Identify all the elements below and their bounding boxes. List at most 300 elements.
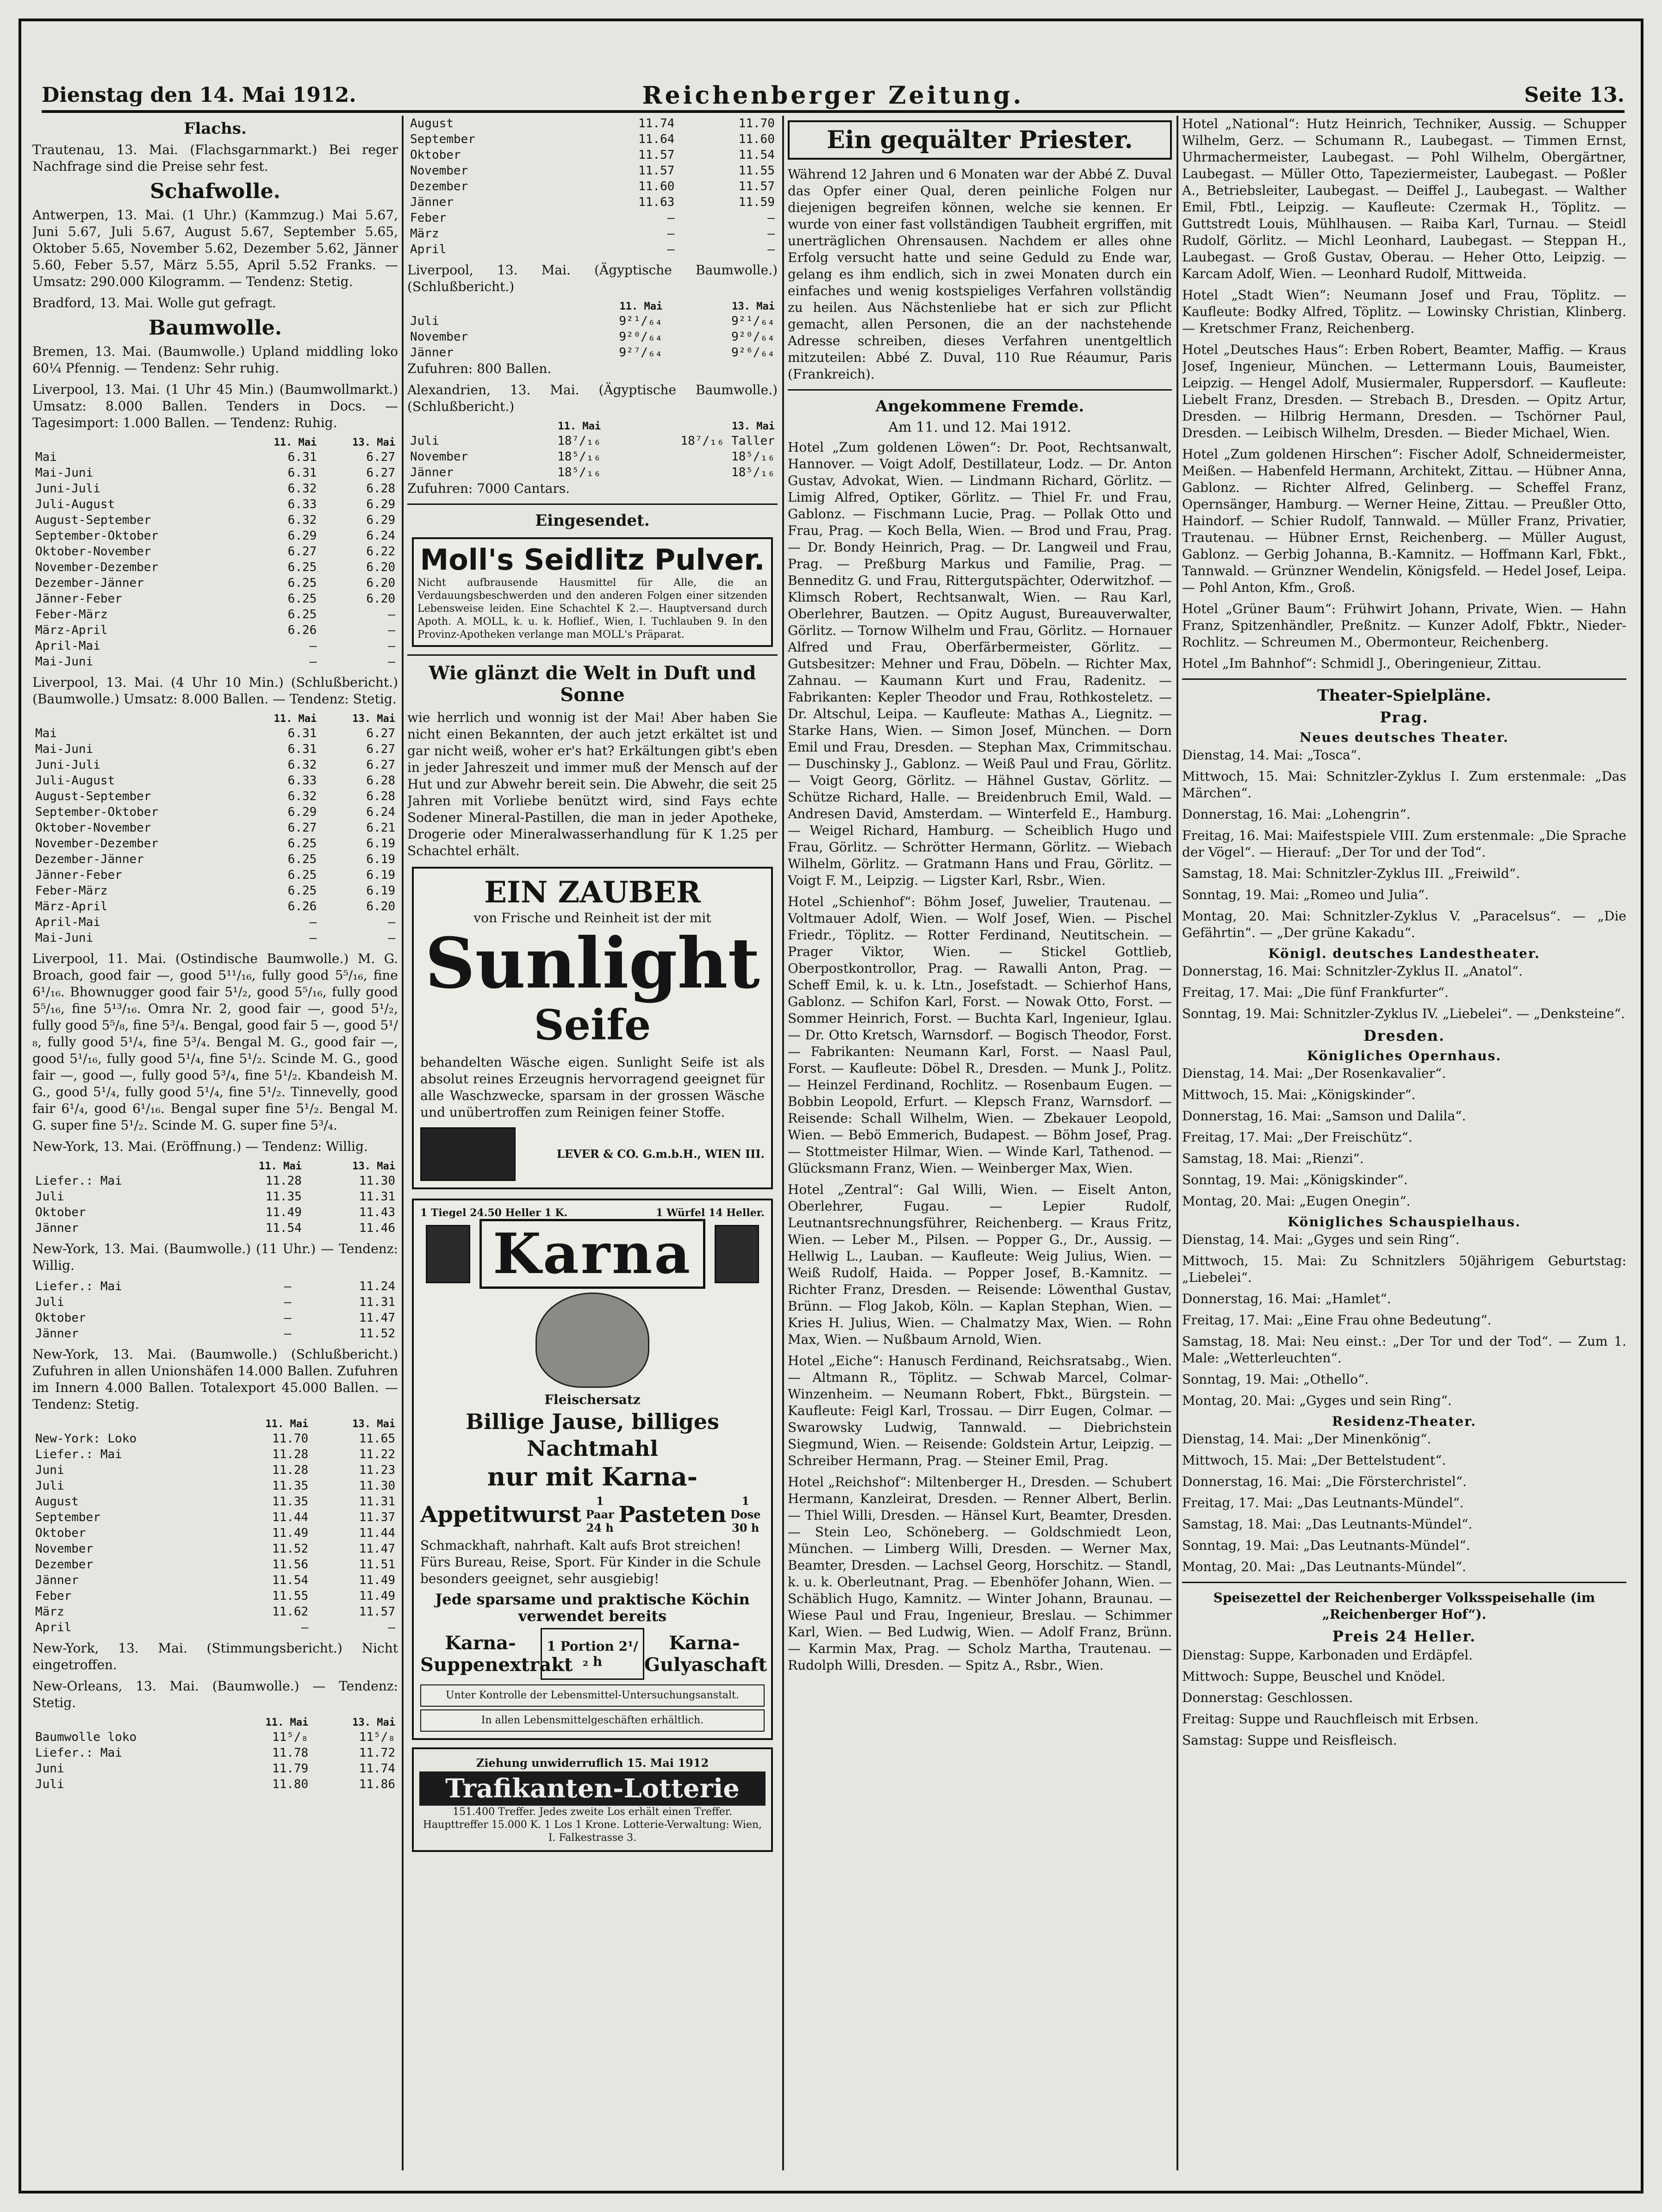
row-value: 11.22 bbox=[359, 1448, 395, 1461]
row-value: 11.80 bbox=[272, 1777, 309, 1791]
karna-suppenextrakt: Karna-Suppenextrakt bbox=[420, 1632, 573, 1676]
table-body bbox=[32, 1729, 398, 1792]
karna-erhaeltlich: In allen Lebensmittelgeschäften erhältlich. bbox=[420, 1709, 765, 1732]
list-item: Freitag, 17. Mai: „Eine Frau ohne Bedeutung“. bbox=[1182, 1312, 1492, 1328]
row-value: 11.57 bbox=[638, 164, 675, 178]
bradford-report: Bradford, 13. Mai. Wolle gut gefragt. bbox=[32, 295, 276, 311]
row-value: 11.64 bbox=[638, 132, 675, 146]
row-value: — bbox=[767, 242, 775, 256]
table-row bbox=[32, 638, 398, 654]
list-item: Montag, 20. Mai: „Gyges und sein Ring“. bbox=[1182, 1393, 1452, 1408]
table-row bbox=[32, 1189, 398, 1205]
row-label: Oktober bbox=[35, 1526, 86, 1540]
list-item: Freitag, 17. Mai: „Der Freischütz“. bbox=[1182, 1130, 1413, 1145]
header-rule bbox=[42, 110, 1625, 113]
row-value: 9²⁰/₆₄ bbox=[731, 330, 775, 344]
table-row bbox=[32, 528, 398, 544]
row-value: 6.32 bbox=[287, 758, 317, 772]
row-value: 6.31 bbox=[287, 742, 317, 756]
speise-list bbox=[1182, 1647, 1626, 1749]
row-label: November bbox=[410, 330, 468, 344]
row-value: — bbox=[284, 1295, 292, 1309]
table-row bbox=[32, 804, 398, 820]
row-label: Mai-Juni bbox=[35, 655, 93, 669]
row-value: — bbox=[284, 1280, 292, 1293]
row-value: 11.35 bbox=[272, 1479, 309, 1493]
table-row bbox=[32, 591, 398, 607]
row-value: 6.26 bbox=[287, 900, 317, 913]
table-header: 11. Mai 13. Mai bbox=[619, 301, 775, 312]
row-label: Oktober-November bbox=[35, 821, 151, 835]
table-row bbox=[32, 1777, 398, 1792]
row-value: 6.29 bbox=[366, 513, 395, 527]
row-value: 6.20 bbox=[366, 560, 395, 574]
row-value: 11⁵/₈ bbox=[272, 1730, 309, 1744]
row-value: 6.25 bbox=[287, 868, 317, 882]
sunlight-text: behandelten Wäsche eigen. Sunlight Seife ist als absolut reines Erzeugnis hervorragend geeignet für alle Waschzwecke, sparsam in der grossen Wäsche und unübertroffen zum Reinigen feiner Stoffe. bbox=[420, 1055, 765, 1120]
row-label: April-Mai bbox=[35, 639, 100, 653]
row-value: 11.37 bbox=[359, 1510, 395, 1524]
row-label: Juli bbox=[410, 314, 439, 328]
karna-advertisement bbox=[412, 1199, 773, 1740]
row-value: 11.30 bbox=[359, 1174, 395, 1188]
fremde-hotel-bahnhof: Hotel „Im Bahnhof“: Schmidl J., Oberingenieur, Zittau. bbox=[1182, 656, 1542, 671]
table-row bbox=[32, 1525, 398, 1541]
newyork-table-1 bbox=[32, 1160, 398, 1236]
fremde-hotel-gruener-baum: Hotel „Grüner Baum“: Frühwirt Johann, Private, Wien. — Hahn Franz, Spitzenhändler, Preßnitz. — Kunzer Adolf, Fbktr., Nieder-Rochlitz. — Schreumen M., Obermonteur, Reichenberg. bbox=[1182, 601, 1626, 650]
karna-gulyaschaft: Karna-Gulyaschaft bbox=[644, 1632, 767, 1676]
header-paper-name: Reichenberger Zeitung. bbox=[642, 81, 1024, 110]
list-item: Mittwoch: Suppe, Beuschel und Knödel. bbox=[1182, 1669, 1446, 1684]
row-label: November-Dezember bbox=[35, 560, 159, 574]
schafwolle-heading: Schafwolle. bbox=[150, 180, 280, 203]
list-item: Dienstag, 14. Mai: „Der Minenkönig“. bbox=[1182, 1431, 1432, 1447]
table-row bbox=[32, 1761, 398, 1777]
neworleans-table bbox=[32, 1716, 398, 1792]
row-label: September bbox=[35, 1510, 100, 1524]
column-divider bbox=[1176, 116, 1178, 2170]
row-value: 11.43 bbox=[359, 1205, 395, 1219]
row-label: Jänner bbox=[410, 346, 454, 360]
row-value: 6.25 bbox=[287, 560, 317, 574]
list-item: Montag, 20. Mai: „Das Leutnants-Mündel“. bbox=[1182, 1559, 1466, 1574]
row-value: 9²¹/₆₄ bbox=[731, 314, 775, 328]
row-label: Mai bbox=[35, 450, 57, 464]
row-value: 11.31 bbox=[359, 1295, 395, 1309]
row-label: Mai-Juni bbox=[35, 466, 93, 480]
row-value: 18⁵/₁₆ bbox=[731, 450, 775, 464]
list-item: Sonntag, 19. Mai: „Romeo und Julia“. bbox=[1182, 887, 1429, 902]
divider bbox=[1182, 1582, 1626, 1583]
karna-jar-image bbox=[426, 1225, 470, 1283]
zufuhren-2: Zufuhren: 7000 Cantars. bbox=[407, 481, 570, 496]
row-value: 6.19 bbox=[366, 852, 395, 866]
row-value: 11.57 bbox=[359, 1605, 395, 1619]
table-header: 11. Mai 13. Mai bbox=[265, 1418, 395, 1430]
row-value: — bbox=[388, 931, 395, 945]
row-label: Juli bbox=[35, 1190, 64, 1204]
row-label: November bbox=[410, 164, 468, 178]
row-label: März bbox=[35, 1605, 64, 1619]
row-label: März bbox=[410, 227, 439, 241]
table-row bbox=[32, 1173, 398, 1189]
list-item: Freitag: Suppe und Rauchfleisch mit Erbsen. bbox=[1182, 1711, 1479, 1727]
row-label: Juli bbox=[35, 1295, 64, 1309]
row-value: — bbox=[301, 1621, 309, 1634]
table-row bbox=[407, 242, 778, 257]
row-value: 6.31 bbox=[287, 466, 317, 480]
row-label: Juni-Juli bbox=[35, 482, 100, 496]
row-label: Jänner bbox=[410, 466, 454, 479]
list-item: Mittwoch, 15. Mai: Zu Schnitzlers 50jährigem Geburtstag: „Liebelei“. bbox=[1182, 1253, 1626, 1285]
zauber-subtitle: von Frische und Reinheit ist der mit bbox=[473, 910, 711, 926]
table-row bbox=[32, 544, 398, 559]
karna-extract-row bbox=[420, 1628, 765, 1680]
karna-logo-row bbox=[420, 1219, 765, 1289]
karna-appetitwurst: Appetitwurst bbox=[420, 1501, 582, 1528]
karna-face-illustration bbox=[535, 1292, 649, 1388]
table-row bbox=[407, 345, 778, 360]
karna-jause: Billige Jause, billiges Nachtmahl bbox=[466, 1409, 719, 1461]
liverpool-table-1 bbox=[32, 436, 398, 670]
table-row bbox=[32, 1462, 398, 1478]
table-row bbox=[32, 481, 398, 497]
row-value: 6.25 bbox=[287, 852, 317, 866]
karna-cube-image bbox=[715, 1225, 759, 1283]
row-label: April-Mai bbox=[35, 915, 100, 929]
row-value: 9²⁰/₆₄ bbox=[619, 330, 663, 344]
row-value: — bbox=[388, 1621, 395, 1634]
row-value: 11.63 bbox=[638, 195, 675, 209]
row-label: Juni bbox=[35, 1762, 64, 1776]
list-item: Freitag, 16. Mai: Maifestspiele VIII. Zum erstenmale: „Die Sprache der Vögel“. — Hierauf: „Der Tor und der Tod“. bbox=[1182, 828, 1626, 860]
table-row bbox=[32, 607, 398, 622]
table-row bbox=[32, 1431, 398, 1447]
row-label: Juli bbox=[410, 434, 439, 448]
table-header: 11. Mai 13. Mai bbox=[274, 713, 395, 725]
table-row bbox=[32, 914, 398, 930]
table-row bbox=[32, 820, 398, 836]
newyork-report-1: New-York, 13. Mai. (Eröffnung.) — Tendenz: Willig. bbox=[32, 1139, 368, 1154]
row-value: 18⁷/₁₆ bbox=[557, 434, 601, 448]
table-row bbox=[32, 497, 398, 512]
table-row bbox=[407, 194, 778, 210]
row-value: 6.22 bbox=[366, 545, 395, 559]
table-row bbox=[32, 622, 398, 638]
list-item: Samstag, 18. Mai: „Das Leutnants-Mündel“. bbox=[1182, 1516, 1473, 1532]
newyork-table-2 bbox=[32, 1279, 398, 1342]
row-value: 6.19 bbox=[366, 837, 395, 851]
eingesendet-heading: Eingesendet. bbox=[535, 511, 650, 530]
row-value: — bbox=[667, 242, 675, 256]
row-value: 11.70 bbox=[272, 1432, 309, 1446]
list-item: Dienstag, 14. Mai: „Gyges und sein Ring“. bbox=[1182, 1232, 1460, 1247]
row-label: Baumwolle loko bbox=[35, 1730, 137, 1744]
row-label: September-Oktober bbox=[35, 529, 159, 543]
list-item: Sonntag, 19. Mai: Schnitzler-Zyklus IV. „Liebelei“. — „Denksteine“. bbox=[1182, 1006, 1625, 1021]
table-row bbox=[32, 1620, 398, 1635]
row-value: 11.62 bbox=[272, 1605, 309, 1619]
newyork-report-3: New-York, 13. Mai. (Baumwolle.) (Schlußbericht.) Zufuhren in allen Unionshäfen 14.000 Ballen. Zufuhren im Innern 4.000 Ballen. Totalexport 45.000 Ballen. — Tendenz: Stetig. bbox=[32, 1347, 398, 1412]
row-label: Juli bbox=[35, 1479, 64, 1493]
row-value: 9²¹/₆₄ bbox=[619, 314, 663, 328]
liverpool-report-1: Liverpool, 13. Mai. (1 Uhr 45 Min.) (Baumwollmarkt.) Umsatz: 8.000 Ballen. Tenders in Docs. — Tagesimport: 1.000 Ballen. — Tendenz: Ruhig. bbox=[32, 382, 398, 430]
divider bbox=[788, 389, 1172, 391]
row-label: August bbox=[35, 1495, 79, 1509]
row-value: 6.29 bbox=[287, 529, 317, 543]
row-value: 11.51 bbox=[359, 1558, 395, 1572]
table-row bbox=[32, 512, 398, 528]
lever-address: LEVER & CO. G.m.b.H., WIEN III. bbox=[556, 1147, 765, 1161]
list-item: Mittwoch, 15. Mai: Schnitzler-Zyklus I. Zum erstenmale: „Das Märchen“. bbox=[1182, 769, 1626, 801]
row-value: 6.24 bbox=[366, 529, 395, 543]
row-value: — bbox=[309, 915, 317, 929]
dresden-heading: Dresden. bbox=[1363, 1027, 1445, 1044]
row-value: 11.28 bbox=[272, 1463, 309, 1477]
list-item: Mittwoch, 15. Mai: „Der Bettelstudent“. bbox=[1182, 1453, 1446, 1468]
fremde-hotel-zentral: Hotel „Zentral“: Gal Willi, Wien. — Eiselt Anton, Oberlehrer, Fugau. — Lepier Rudolf, Leutnantsrechnungsführer, Reichenberg. — Kraus Fritz, Wien. — Leber M., Pilsen. — Popper G., Dr., Aussig. — Hellwig L., Lauban. — Kaufleute: Weig Julius, Wien. — Weiß Rudolf, Haida. — Popper Josef, B.-Kamnitz. — Richter Franz, Dresden. — Reisende: Löwenthal Gustav, Brünn. — Flog Jakob, Köln. — Kaplan Stephan, Wien. — Kries H. Julius, Wien. — Chalmatzy Max, Wien. — Rohn Max, Wien. — Nußbaum Arnold, Wien. bbox=[788, 1182, 1172, 1347]
list-item: Dienstag: Suppe, Karbonaden und Erdäpfel. bbox=[1182, 1647, 1473, 1663]
row-value: 6.25 bbox=[287, 608, 317, 621]
row-value: 11.46 bbox=[359, 1221, 395, 1235]
prag-landes-list bbox=[1182, 963, 1626, 1022]
neworleans-report: New-Orleans, 13. Mai. (Baumwolle.) — Tendenz: Stetig. bbox=[32, 1678, 398, 1710]
row-value: — bbox=[309, 655, 317, 669]
fremde-heading: Angekommene Fremde. bbox=[875, 397, 1084, 416]
row-value: 11.44 bbox=[359, 1526, 395, 1540]
newyork-continued-table bbox=[407, 116, 778, 257]
table-body bbox=[32, 1279, 398, 1342]
list-item: Dienstag, 14. Mai: „Der Rosenkavalier“. bbox=[1182, 1066, 1446, 1081]
table-body bbox=[32, 449, 398, 670]
dresden-resi-list bbox=[1182, 1431, 1626, 1575]
table-row bbox=[407, 433, 778, 449]
table-row bbox=[32, 449, 398, 465]
row-value: — bbox=[388, 655, 395, 669]
row-value: 6.27 bbox=[287, 821, 317, 835]
row-label: April bbox=[35, 1621, 72, 1634]
liverpool-report-2: Liverpool, 13. Mai. (4 Uhr 10 Min.) (Schlußbericht.) (Baumwolle.) Umsatz: 8.000 Ballen. — Tendenz: Stetig. bbox=[32, 675, 398, 707]
prag-landes-heading: Königl. deutsches Landestheater. bbox=[1268, 946, 1540, 961]
fremde-hotel-stadt-wien: Hotel „Stadt Wien“: Neumann Josef und Frau, Töplitz. — Kaufleute: Bodky Alfred, Töplitz. — Lowinsky Christian, Klinberg. — Kretschmer Franz, Reichenberg. bbox=[1182, 287, 1626, 336]
row-value: 11.30 bbox=[359, 1479, 395, 1493]
row-label: Liefer.: Mai bbox=[35, 1746, 122, 1760]
list-item: Montag, 20. Mai: „Eugen Onegin“. bbox=[1182, 1193, 1411, 1209]
row-value: — bbox=[388, 639, 395, 653]
row-label: Juli-August bbox=[35, 497, 115, 511]
row-value: — bbox=[767, 227, 775, 241]
table-row bbox=[32, 1588, 398, 1604]
row-value: — bbox=[388, 623, 395, 637]
row-label: Dezember bbox=[410, 180, 468, 193]
list-item: Donnerstag, 16. Mai: „Die Försterchristel“. bbox=[1182, 1474, 1467, 1489]
row-value: 11.55 bbox=[738, 164, 775, 178]
row-value: 11.31 bbox=[359, 1190, 395, 1204]
list-item: Freitag, 17. Mai: „Das Leutnants-Mündel“. bbox=[1182, 1495, 1464, 1510]
row-label: November-Dezember bbox=[35, 837, 159, 851]
row-value: 11.86 bbox=[359, 1777, 395, 1791]
row-value: 6.27 bbox=[366, 742, 395, 756]
row-label: Feber-März bbox=[35, 884, 108, 898]
priester-box bbox=[788, 120, 1172, 160]
row-value: 11.24 bbox=[359, 1280, 395, 1293]
row-label: Jänner-Feber bbox=[35, 592, 122, 606]
row-value: 11.28 bbox=[272, 1448, 309, 1461]
row-label: März-April bbox=[35, 900, 108, 913]
row-value: — bbox=[767, 211, 775, 225]
moll-text: Nicht aufbrausende Hausmittel für Alle, die an Verdauungsbeschwerden und den anderen Folgen einer sitzenden Lebensweise leiden. Eine Schachtel K 2.—. Hauptversand durch Apoth. A. MOLL, k. u. k. Hoflief., Wien, I. Tuchlauben 9. In den Provinz-Apotheken verlange man MOLL's Präparat. bbox=[417, 577, 767, 640]
table-row bbox=[32, 867, 398, 883]
table-row bbox=[407, 179, 778, 194]
row-value: — bbox=[284, 1327, 292, 1341]
row-label: Juni-Juli bbox=[35, 758, 100, 772]
table-row bbox=[32, 1604, 398, 1620]
column-divider bbox=[402, 116, 404, 2170]
row-value: 11.72 bbox=[359, 1746, 395, 1760]
row-value: 11.70 bbox=[738, 117, 775, 130]
row-value: 6.33 bbox=[287, 774, 317, 788]
row-label: Oktober-November bbox=[35, 545, 151, 559]
table-row bbox=[407, 210, 778, 226]
row-label: April bbox=[410, 242, 447, 256]
row-value: 11.60 bbox=[738, 132, 775, 146]
row-value: 6.27 bbox=[287, 545, 317, 559]
table-row bbox=[32, 883, 398, 899]
row-value: 11.47 bbox=[359, 1311, 395, 1325]
column-4 bbox=[1182, 116, 1626, 2175]
row-label: Oktober bbox=[35, 1311, 86, 1325]
table-row bbox=[32, 1447, 398, 1462]
row-label: Mai-Juni bbox=[35, 742, 93, 756]
row-label: Jänner-Feber bbox=[35, 868, 122, 882]
table-row bbox=[32, 1572, 398, 1588]
row-label: Jänner bbox=[35, 1573, 79, 1587]
table-row bbox=[32, 1326, 398, 1342]
sunlight-box-image bbox=[420, 1127, 516, 1181]
karna-wuerfel-price: 1 Würfel 14 Heller. bbox=[656, 1207, 765, 1219]
row-value: 11.44 bbox=[272, 1510, 309, 1524]
row-label: November bbox=[410, 450, 468, 464]
karna-jede-koechin: Jede sparsame und praktische Köchin verwendet bereits bbox=[435, 1591, 750, 1625]
bremen-report: Bremen, 13. Mai. (Baumwolle.) Upland middling loko 60¼ Pfennig. — Tendenz: Sehr ruhig. bbox=[32, 344, 398, 376]
moll-advertisement bbox=[412, 537, 773, 647]
row-value: 6.20 bbox=[366, 576, 395, 590]
row-value: 11.54 bbox=[272, 1573, 309, 1587]
list-item: Sonntag, 19. Mai: „Das Leutnants-Mündel“. bbox=[1182, 1538, 1470, 1553]
table-row bbox=[407, 226, 778, 242]
row-value: — bbox=[667, 227, 675, 241]
priester-heading: Ein gequälter Priester. bbox=[827, 126, 1133, 154]
column-1 bbox=[32, 116, 398, 2175]
row-value: 6.32 bbox=[287, 482, 317, 496]
row-value: 6.31 bbox=[287, 450, 317, 464]
row-value: 11.28 bbox=[265, 1174, 302, 1188]
list-item: Donnerstag, 16. Mai: „Hamlet“. bbox=[1182, 1291, 1391, 1306]
dresden-oper-heading: Königliches Opernhaus. bbox=[1307, 1048, 1502, 1063]
table-row bbox=[32, 1310, 398, 1326]
karna-kontrolle: Unter Kontrolle der Lebensmittel-Untersuchungsanstalt. bbox=[420, 1684, 765, 1707]
table-row bbox=[407, 329, 778, 345]
list-item: Samstag: Suppe und Reisfleisch. bbox=[1182, 1733, 1397, 1748]
table-row bbox=[32, 465, 398, 481]
row-value: 11.54 bbox=[738, 148, 775, 162]
theater-heading: Theater-Spielpläne. bbox=[1317, 686, 1491, 705]
table-row bbox=[32, 654, 398, 670]
karna-logo: Karna bbox=[479, 1219, 705, 1289]
table-row bbox=[32, 836, 398, 851]
moll-title: Moll's Seidlitz Pulver. bbox=[420, 543, 765, 577]
row-value: 11.65 bbox=[359, 1432, 395, 1446]
welt-text: wie herrlich und wonnig ist der Mai! Aber haben Sie nicht einen Bekannten, der auch jetzt erkältet ist und gar nicht weiß, woher er's hat? Erkältungen gibt's eben in jeder Jahreszeit und immer muß der Mensch auf der Hut und zur Abwehr bereit sein. Die Abwehr, die seit 25 Jahren mit Vorliebe benützt wird, sind Fays echte Sodener Mineral-Pastillen, die man in jeder Apotheke, Drogerie oder Mineralwasserhandlung für K 1.25 per Schachtel erhält. bbox=[407, 710, 778, 858]
table-row bbox=[407, 313, 778, 329]
row-label: Liefer.: Mai bbox=[35, 1448, 122, 1461]
speise-preis: Preis 24 Heller. bbox=[1332, 1628, 1476, 1645]
row-label: Feber bbox=[410, 211, 447, 225]
row-label: Juli-August bbox=[35, 774, 115, 788]
table-row bbox=[32, 773, 398, 789]
fremde-hotel-goldener-loewe: Hotel „Zum goldenen Löwen“: Dr. Poot, Rechtsanwalt, Hannover. — Voigt Adolf, Destillateur, Lodz. — Dr. Anton Gustav, Advokat, Wien. — Lindmann Richard, Görlitz. — Limig Alfred, Optiker, Görlitz. — Thiel Fr. und Frau, Gablonz. — Fischmann Lucie, Prag. — Pollak Otto und Frau, Prag. — Koch Bella, Wien. — Brod und Frau, Prag. — Dr. Bondy Heinrich, Prag. — Dr. Langweil und Frau, Prag. — Preßburg Markus und Familie, Prag. — Benneditz G. und Frau, Rittergutspächter, Oderwitzhof. — Klimsch Robert, Rechtsanwalt, Wien. — Rau Karl, Oberlehrer, Bautzen. — Opitz August, Bureauverwalter, Görlitz. — Tornow Wilhelm und Frau, Görlitz. — Hornauer Alfred und Frau, Oberfärbermeister, Görlitz. — Gutsbesitzer: Mehner und Frau, Döbeln. — Richter Max, Zahnau. — Kaumann Kurt und Frau, Radenitz. — Fabrikanten: Kepler Theodor und Frau, Rothkosteletz. — Dr. Altschul, Leipa. — Kaufleute: Mathas A., Liegnitz. — Starke Hans, Wien. — Simon Josef, München. — Dorn Emil und Frau, Dresden. — Stephan Max, Crimmitschau. — Duschinsky J., Gablonz. — Weiß Paul und Frau, Görlitz. — Voigt Georg, Görlitz. — Hähnel Gustav, Görlitz. — Schütze Richard, Halle. — Breidenbruch Emil, Wald. — Andresen David, Amsterdam. — Winterfeld E., Hamburg. — Weigel Richard, Hamburg. — Scheiblich Hugo und Frau, Görlitz. — Schrötter Hermann, Görlitz. — Wiebach Wilhelm, Görlitz. — Gratmann Hans und Frau, Görlitz. — Voigt F. M., Leipzig. — Ligster Karl, Rsbr., Wien. bbox=[788, 440, 1172, 888]
row-value: 11.49 bbox=[359, 1573, 395, 1587]
fremde-hotel-reichshof: Hotel „Reichshof“: Miltenberger H., Dresden. — Schubert Hermann, Kanzleirat, Dresden. — Renner Albert, Berlin. — Thiel Willi, Dresden. — Hänsel Kurt, Beamter, Dresden. — Stein Leo, Schöneberg. — Goldschmiedt Leon, München. — Limberg Willi, Dresden. — Werner Max, Beamter, Dresden. — Lachsel Georg, Horschitz. — Standl, k. u. k. Oberleutnant, Prag. — Ebenhöfer Johann, Wien. — Schäblich Hugo, Kamnitz. — Winter Johann, Braunau. — Wiese Paul und Frau, Ingenieur, Breslau. — Schimmer Karl, Wien. — Bed Ludwig, Wien. — Adolf Franz, Brünn. — Karmin Max, Prag. — Scholz Martha, Trautenau. — Rudolph Willi, Dresden. — Spitz A., Rsbr., Wien. bbox=[788, 1474, 1172, 1673]
prag-neues-heading: Neues deutsches Theater. bbox=[1299, 730, 1509, 745]
seife-word: Seife bbox=[534, 1000, 651, 1050]
row-value: 11.23 bbox=[359, 1463, 395, 1477]
row-value: 11.49 bbox=[272, 1526, 309, 1540]
row-value: 11.57 bbox=[638, 148, 675, 162]
table-header: 11. Mai 13. Mai bbox=[558, 421, 775, 432]
table-row bbox=[32, 1557, 398, 1572]
fremde-hotel-goldener-hirsch: Hotel „Zum goldenen Hirschen“: Fischer Adolf, Schneidermeister, Meißen. — Habenfeld Hermann, Architekt, Zittau. — Hübner Anna, Gablonz. — Richter Alfred, Gelinberg. — Scheffel Franz, Opernsänger, Hamburg. — Werner Heine, Zittau. — Preußler Otto, Haindorf. — Schier Rudolf, Tannwald. — Müller Franz, Privatier, Trautenau. — Hübner Ernst, Reichenberg. — Müller August, Gablonz. — Gerbig Johanna, B.-Kamnitz. — Hoffmann Karl, Fbkt., Tannwald. — Grünzner Wendelin, Königsfeld. — Hedel Josef, Leipa. — Pohl Anton, Kfm., Groß. bbox=[1182, 447, 1626, 595]
sunlight-footer bbox=[420, 1127, 765, 1181]
row-value: 11.49 bbox=[265, 1205, 302, 1219]
table-row bbox=[32, 559, 398, 575]
row-label: Feber bbox=[35, 1589, 72, 1603]
row-value: 18⁵/₁₆ bbox=[557, 450, 601, 464]
row-value: 6.25 bbox=[287, 576, 317, 590]
list-item: Samstag, 18. Mai: Neu einst.: „Der Tor und der Tod“. — Zum 1. Male: „Wetterleuchten“. bbox=[1182, 1334, 1626, 1366]
table-body bbox=[407, 116, 778, 257]
list-item: Mittwoch, 15. Mai: „Königskinder“. bbox=[1182, 1087, 1416, 1102]
table-row bbox=[32, 1494, 398, 1510]
row-label: Dezember bbox=[35, 1558, 93, 1572]
row-value: 6.20 bbox=[366, 592, 395, 606]
table-row bbox=[32, 1478, 398, 1494]
table-row bbox=[407, 449, 778, 465]
list-item: Sonntag, 19. Mai: „Othello“. bbox=[1182, 1372, 1369, 1387]
baumwolle-heading: Baumwolle. bbox=[148, 316, 282, 340]
row-value: — bbox=[388, 915, 395, 929]
row-label: November bbox=[35, 1542, 93, 1556]
table-row bbox=[32, 1745, 398, 1761]
table-body bbox=[407, 433, 778, 480]
list-item: Donnerstag, 16. Mai: „Samson und Dalila“. bbox=[1182, 1108, 1466, 1124]
karna-schmackhaft: Schmackhaft, nahrhaft. Kalt aufs Brot streichen! Fürs Bureau, Reise, Sport. Für Kinder in die Schule besonders geeignet, sehr ausgiebig! bbox=[420, 1538, 761, 1586]
row-value: 18⁵/₁₆ bbox=[557, 466, 601, 479]
row-value: 6.24 bbox=[366, 805, 395, 819]
table-row bbox=[407, 163, 778, 179]
row-value: — bbox=[309, 639, 317, 653]
lottery-text: 151.400 Treffer. Jedes zweite Los erhält einen Treffer. Haupttreffer 15.000 K. 1 Los 1 Krone. Lotterie-Verwaltung: Wien, I. Falkestrasse 3. bbox=[423, 1806, 762, 1844]
row-value: 11.78 bbox=[272, 1746, 309, 1760]
dresden-schau-heading: Königliches Schauspielhaus. bbox=[1288, 1214, 1521, 1230]
karna-price-row bbox=[420, 1207, 765, 1219]
list-item: Donnerstag: Geschlossen. bbox=[1182, 1690, 1353, 1705]
flachs-heading: Flachs. bbox=[184, 119, 247, 138]
fremde-hotel-national: Hotel „National“: Hutz Heinrich, Techniker, Aussig. — Schupper Wilhelm, Gerz. — Schumann R., Laubegast. — Timmen Ernst, Uhrmachermeister, Laubegast. — Pohl Wilhelm, Obergärtner, Laubegast. — Müller Otto, Tapeziermeister, Laubegast. — Poßler A., Betriebsleiter, Laubegast. — Deiffel J., Laubegast. — Walther Emil, Fbtl., Leipzig. — Kaufleute: Czermak H., Töplitz. — Guttstredt Louis, Mühlhausen. — Raiba Karl, Turnau. — Steidl Rudolf, Görlitz. — Michl Leonhard, Laubegast. — Steppan H., Laubegast. — Groß Gustav, Oberau. — Heher Otto, Leipzig. — Karcam Adolf, Wien. — Leonhard Rudolf, Mittweida. bbox=[1182, 116, 1626, 281]
table-row bbox=[32, 930, 398, 946]
row-label: Dezember-Jänner bbox=[35, 852, 144, 866]
row-value: 9²⁶/₆₄ bbox=[731, 346, 775, 360]
